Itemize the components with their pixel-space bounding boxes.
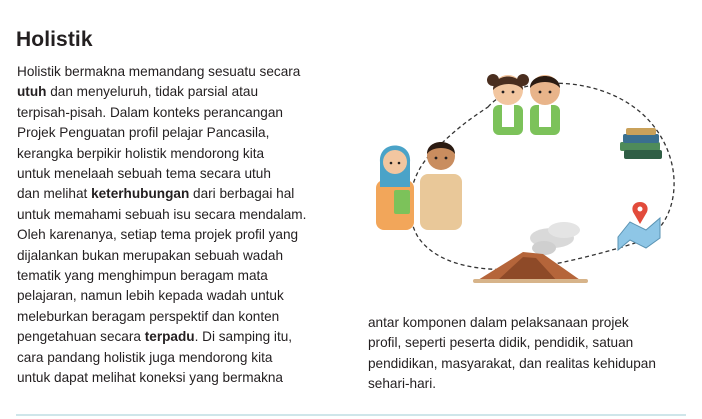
text-line: sehari-hari.	[368, 376, 436, 392]
body-text-left-column	[17, 62, 347, 389]
text-line: Oleh karenanya, setiap tema projek profil yang	[17, 227, 299, 243]
text-line: profil, seperti peserta didik, pendidik, satuan	[368, 335, 634, 351]
text-line	[17, 327, 347, 347]
text-line: tematik yang menghimpun beragam mata	[17, 268, 268, 284]
text-line: untuk menelaah sebuah tema secara utuh	[17, 166, 271, 182]
text-run: dari berbagai hal	[189, 186, 295, 202]
students-icon	[487, 74, 560, 135]
teachers-icon	[376, 142, 462, 230]
text-line: kerangka berpikir holistik mendorong kita	[17, 145, 265, 161]
text-run: pengetahuan secara	[17, 329, 145, 345]
emphasized-term: keterhubungan	[91, 186, 190, 202]
text-line	[17, 82, 347, 102]
text-line: pelajaran, namun lebih kepada wadah untuk	[17, 288, 284, 304]
text-line	[17, 184, 347, 204]
text-run: dan melihat	[17, 186, 92, 202]
text-line: antar komponen dalam pelaksanaan projek	[368, 315, 629, 330]
bottom-divider	[16, 414, 686, 416]
text-line: dijalankan bukan merupakan sebuah wadah	[17, 247, 284, 263]
text-line: Holistik bermakna memandang sesuatu secara	[17, 64, 301, 79]
text-line: terpisah-pisah. Dalam konteks perancangan	[17, 104, 283, 120]
volcano-icon	[473, 222, 588, 283]
text-line: untuk dapat melihat koneksi yang bermakna	[17, 370, 283, 386]
text-line: cara pandang holistik juga mendorong kita	[17, 349, 273, 365]
emphasized-term: utuh	[17, 84, 47, 100]
body-text-right-column	[368, 313, 698, 395]
text-run: dan menyeluruh, tidak parsial atau	[46, 84, 259, 100]
emphasized-term: terpadu	[144, 329, 195, 345]
section-title: Holistik	[16, 28, 93, 51]
text-line: pendidikan, masyarakat, dan realitas kehidupan	[368, 355, 656, 371]
text-run: . Di samping itu,	[194, 329, 293, 345]
holistic-connections-illustration	[368, 62, 698, 294]
map-icon	[618, 202, 660, 250]
text-line: untuk memahami sebuah isu secara mendalam.	[17, 206, 307, 222]
text-line: meleburkan beragam perspektif dan konten	[17, 308, 280, 324]
text-line: Projek Penguatan profil pelajar Pancasila,	[17, 125, 270, 141]
books-icon	[620, 128, 662, 159]
